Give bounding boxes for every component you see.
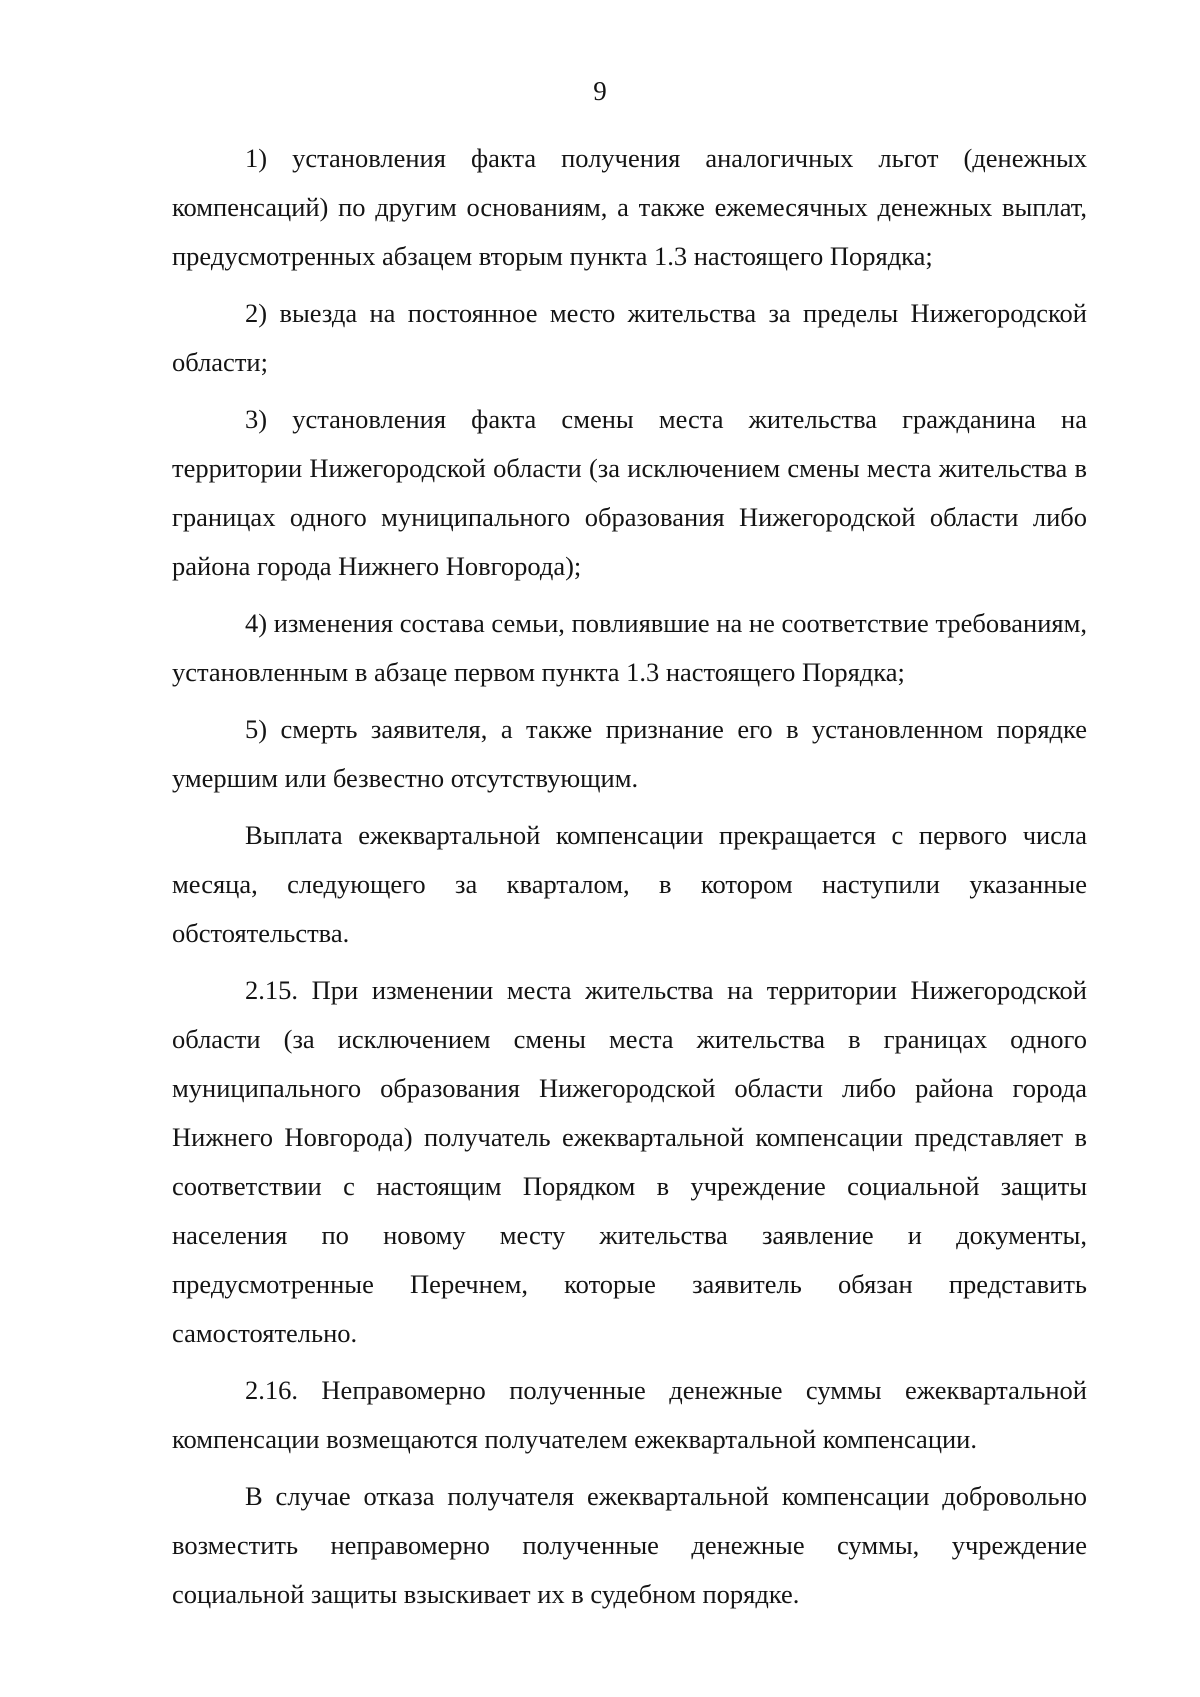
list-item-5: 5) смерть заявителя, а также признание его в установленном порядке умершим или безвестно отсутствующим. <box>172 714 1087 793</box>
payment-termination-paragraph: Выплата ежеквартальной компенсации прекращается с первого числа месяца, следующего за кварталом, в котором наступили указанные обстоятельства. <box>172 820 1087 948</box>
list-item-1: 1) установления факта получения аналогичных льгот (денежных компенсаций) по другим основаниям, а также ежемесячных денежных выплат, предусмотренных абзацем вторым пункта 1.3 настоящего Порядка; <box>172 143 1087 271</box>
clause-2-15: 2.15. При изменении места жительства на территории Нижегородской области (за исключением смены места жительства в границах одного муниципального образования Нижегородской области либо района города Нижнего Новгорода) получатель ежеквартальной компенсации представляет в соответствии с настоящим Порядком в учреждение социальной защиты населения по новому месту жительства заявление и документы, предусмотренные Перечнем, которые заявитель обязан представить самостоятельно. <box>172 975 1087 1348</box>
page-number: 9 <box>593 76 607 106</box>
refusal-paragraph: В случае отказа получателя ежеквартальной компенсации добровольно возместить неправомерно полученные денежные суммы, учреждение социальной защиты взыскивает их в судебном порядке. <box>172 1481 1087 1609</box>
list-item-2: 2) выезда на постоянное место жительства за пределы Нижегородской области; <box>172 298 1087 377</box>
document-body <box>172 134 1087 1627</box>
list-item-3: 3) установления факта смены места жительства гражданина на территории Нижегородской области (за исключением смены места жительства в границах одного муниципального образования Нижегородской области либо района города Нижнего Новгорода); <box>172 404 1087 581</box>
list-item-4: 4) изменения состава семьи, повлиявшие на не соответствие требованиям, установленным в абзаце первом пункта 1.3 настоящего Порядка; <box>172 608 1087 687</box>
clause-2-16: 2.16. Неправомерно полученные денежные суммы ежеквартальной компенсации возмещаются получателем ежеквартальной компенсации. <box>172 1375 1087 1454</box>
